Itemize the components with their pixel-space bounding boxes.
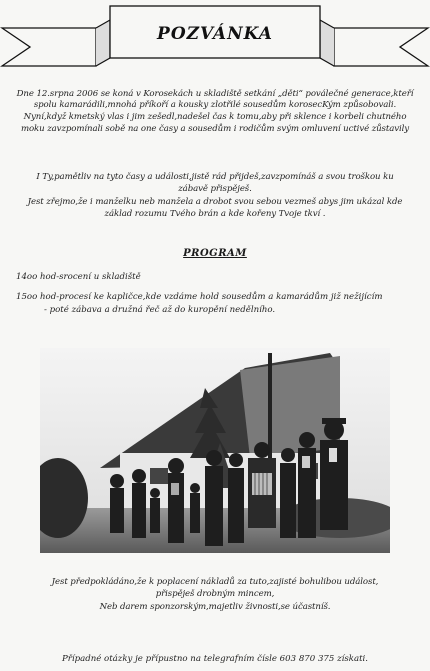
program-heading: PROGRAM <box>183 248 247 259</box>
invite-line-1: I Ty,pamětliv na tyto časy a události,jistě rád přijdeš,zavzpomínáš a svou troškou ku <box>36 172 394 182</box>
intro-line-2: spolu kamarádili,mnohá příkoří a kousky zlotřilé sousedům korosecKým způsobovali. <box>33 100 397 110</box>
contact-line: Případné otázky je přípustno na telegrafním čísle 603 870 375 získati. <box>61 654 369 664</box>
title-banner <box>0 0 430 80</box>
intro-line-3: Nyní,když kmetský vlas i jim zešedl,nadešel čas k tomu,aby při sklence i korbeli chutného <box>23 112 407 122</box>
invite-line-2: zábavě přispěješ. <box>178 184 252 194</box>
page-title: POZVÁNKA <box>157 24 273 44</box>
closing-line-1: Jest předpokládáno,že k poplacení nákladů za tuto,zajisté bohulibou událost, <box>51 577 379 587</box>
invite-line-3: Jest zřejmo,že i manželku neb manžela a drobot svou sebou vezmeš abys jim ukázal kde <box>27 197 403 207</box>
invite-line-4: základ rozumu Tvého brán a kde kořeny Tvoje tkví . <box>104 209 326 219</box>
program-item-3: - poté zábava a družná řeč až do kuropění nedělního. <box>44 305 276 315</box>
program-item-1: 14oo hod-srocení u skladiště <box>16 272 141 282</box>
intro-line-1: Dne 12.srpna 2006 se koná v Korosekách u skladiště setkání „děti“ poválečné generace,kteří <box>16 89 414 99</box>
group-photo <box>40 348 390 553</box>
closing-line-2: přispěješ drobným mincem, <box>155 589 275 599</box>
closing-line-3: Neb darem sponzorským,majetliv živnosti,se účastníš. <box>99 602 331 612</box>
program-item-2: 15oo hod-procesí ke kapličce,kde vzdáme hold sousedům a kamarádům již nežijícím <box>16 292 383 302</box>
intro-line-4: moku zavzpomínali sobě na one časy a sousedům i rodičům svým omluvení uctivé zůstavily <box>20 124 410 134</box>
